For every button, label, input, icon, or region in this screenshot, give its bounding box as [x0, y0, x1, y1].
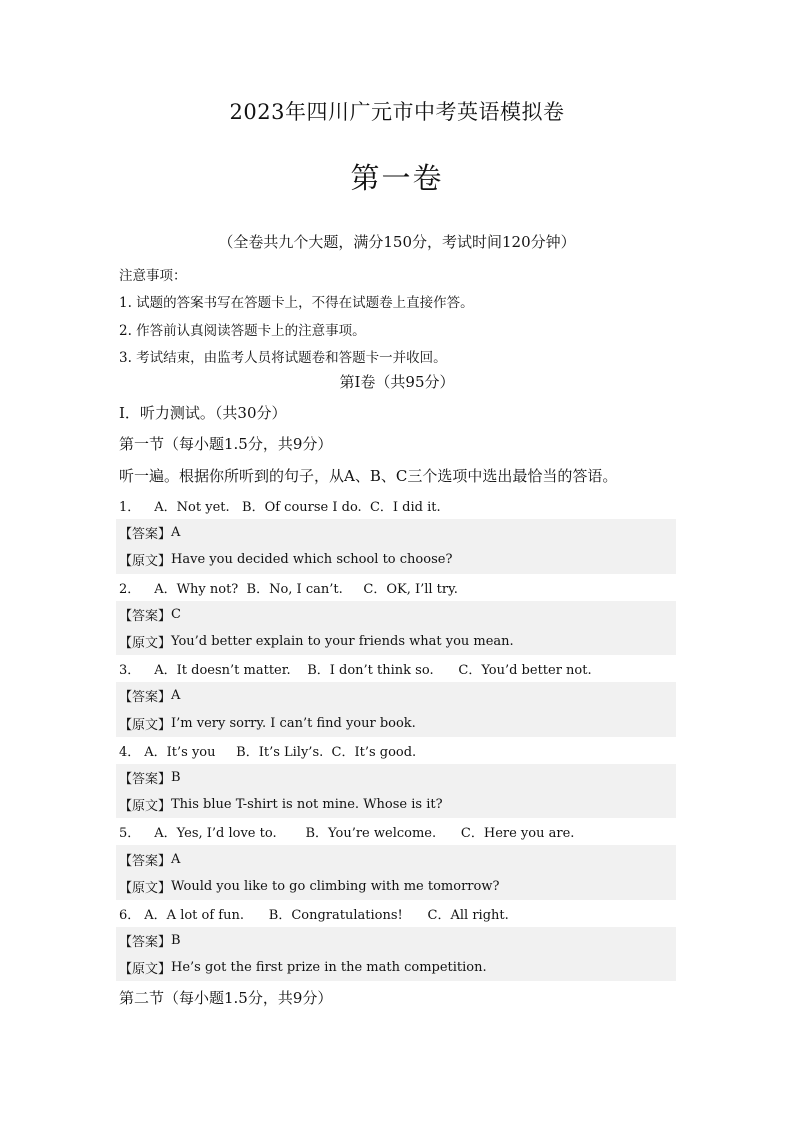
- instruction-text: 听一遍。根据你所听到的句子，从A、B、C三个选项中选出最恰当的答语。: [119, 467, 618, 485]
- notes-heading: 注意事项：: [119, 267, 187, 284]
- answer-value: B: [171, 933, 181, 949]
- original-row: [116, 628, 676, 655]
- answer-value: A: [171, 525, 181, 541]
- answer-row: [116, 927, 676, 954]
- original-text: Have you decided which school to choose?: [171, 552, 453, 568]
- answer-tag: 【答案】: [119, 935, 172, 951]
- answer-row: [116, 519, 676, 546]
- answer-row: [116, 764, 676, 791]
- original-tag: 【原文】: [119, 799, 172, 815]
- answer-tag: 【答案】: [119, 771, 172, 787]
- original-row: [116, 873, 676, 900]
- subsection-heading: 第二节（每小题1.5分，共9分）: [119, 989, 333, 1007]
- answer-tag: 【答案】: [119, 690, 172, 706]
- original-tag: 【原文】: [119, 717, 172, 733]
- answer-value: B: [171, 769, 181, 785]
- question-options-row: [116, 818, 676, 845]
- answer-tag: 【答案】: [119, 853, 172, 869]
- question-number: 4．: [119, 744, 141, 760]
- question-options-row: [116, 900, 676, 927]
- original-text: I’m very sorry. I can’t find your book.: [171, 715, 416, 731]
- question-options: A．A lot of fun. B．Congratulations! C．All right.: [144, 907, 509, 923]
- original-text: He’s got the first prize in the math competition.: [171, 960, 487, 976]
- question-number: 1．: [119, 500, 141, 516]
- answer-tag: 【答案】: [119, 608, 172, 624]
- original-tag: 【原文】: [119, 962, 172, 978]
- notes-block: [119, 262, 679, 372]
- answer-value: C: [171, 606, 181, 622]
- question-number: 3．: [119, 663, 141, 679]
- question-options-row: [116, 737, 676, 764]
- question-options-row: [116, 655, 676, 682]
- question-number: 2．: [119, 581, 141, 597]
- original-row: [116, 791, 676, 818]
- question-options: A．Not yet. B．Of course I do. C．I did it.: [154, 500, 441, 516]
- question-options: A．Yes, I’d love to. B．You’re welcome. C．Here you are.: [154, 826, 575, 842]
- section-heading: Ⅰ．听力测试。（共30分）: [119, 404, 287, 422]
- answer-value: A: [171, 688, 181, 704]
- original-row: [116, 954, 676, 981]
- question-options-row: [116, 574, 676, 601]
- question-list: [116, 492, 676, 981]
- exam-title: 2023年四川广元市中考英语模拟卷: [229, 100, 565, 124]
- part-heading: 第I卷（共95分）: [339, 373, 455, 391]
- note-item: 2. 作答前认真阅读答题卡上的注意事项。: [119, 322, 366, 339]
- original-text: You’d better explain to your friends what you mean.: [171, 634, 514, 650]
- question-options: A．It doesn’t matter. B．I don’t think so. C．You’d better not.: [154, 663, 592, 679]
- original-tag: 【原文】: [119, 880, 172, 896]
- original-tag: 【原文】: [119, 636, 172, 652]
- question-options-row: [116, 492, 676, 519]
- volume-title: 第一卷: [350, 161, 444, 195]
- answer-value: A: [171, 851, 181, 867]
- original-text: Would you like to go climbing with me tomorrow?: [171, 878, 500, 894]
- original-row: [116, 710, 676, 737]
- question-options: A．It’s you B．It’s Lily’s. C．It’s good.: [144, 744, 417, 760]
- question-number: 6．: [119, 907, 141, 923]
- answer-row: [116, 845, 676, 872]
- question-number: 5．: [119, 826, 141, 842]
- original-row: [116, 546, 676, 573]
- original-tag: 【原文】: [119, 554, 172, 570]
- exam-meta: （全卷共九个大题，满分150分，考试时间120分钟）: [218, 233, 576, 251]
- original-text: This blue T-shirt is not mine. Whose is it?: [171, 797, 443, 813]
- subsection-heading: 第一节（每小题1.5分，共9分）: [119, 435, 333, 453]
- note-item: 1. 试题的答案书写在答题卡上，不得在试题卷上直接作答。: [119, 295, 474, 312]
- answer-row: [116, 601, 676, 628]
- answer-row: [116, 682, 676, 709]
- question-options: A．Why not? B．No, I can’t. C．OK, I’ll try.: [154, 581, 458, 597]
- note-item: 3. 考试结束，由监考人员将试题卷和答题卡一并收回。: [119, 350, 447, 367]
- answer-tag: 【答案】: [119, 527, 172, 543]
